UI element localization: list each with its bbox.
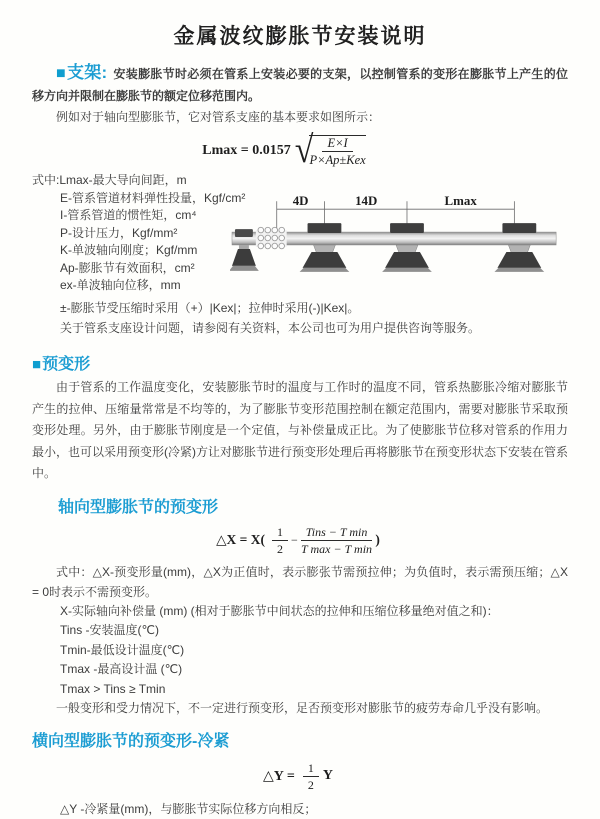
definitions-and-diagram [32,172,568,298]
formula-delta-x [32,525,568,556]
service-note: 关于管系支座设计问题，请参阅有关资料，本公司也可为用户提供咨询等服务。 [60,321,481,335]
guide-support-icon [300,223,350,272]
predeform-section-heading [32,351,568,374]
dimension-label-lmax: Lmax [444,193,477,209]
lateral-note: △Y -冷紧量(mm)，与膨胀节实际位移方向相反； [60,801,317,816]
section-square-icon: ■ [56,65,66,82]
sqrt-radical-icon: √ [294,129,314,172]
fraction-numerator: 1 [303,761,319,777]
axial-item: Tmin-最低设计温度(℃) [60,642,185,657]
fraction-denominator: 2 [276,541,283,556]
axial-item: Tmax > Tins ≥ Tmin [60,681,166,696]
dimension-label-14d: 14D [355,193,378,209]
definition-line: K-单波轴向刚度；Kgf/mm [60,243,198,257]
one-half-fraction [272,525,288,556]
axial-item: Tmax -最高设计温 (℃) [60,662,183,676]
pipe-support-spacing-diagram [230,192,578,292]
minus-sign: − [290,532,298,547]
definition-line: Ap-膨胀节有效面积，cm² [60,260,195,275]
bellows-icon [256,227,287,248]
definition-line: ex-单波轴向位移，mm [60,278,181,292]
formula-delta-x-lhs: △X = X( [216,532,265,547]
section-square-icon: ■ [32,356,42,373]
definition-line: I-管系管道的惯性矩，cm⁴ [60,208,197,222]
formula-delta-y-rhs: Y [322,768,333,783]
axial-item: X-实际轴向补偿量 (mm) (相对于膨胀节中间状态的拉伸和压缩位移量绝对值之和)： [60,603,499,618]
fraction-numerator: Tins − T min [301,525,373,541]
definition-line: 式中:Lmax-最大导向间距，m [32,173,187,187]
guide-support-icon [382,223,432,272]
definition-line: P-设计压力，Kgf/mm² [60,225,178,240]
temperature-fraction [301,525,373,556]
formula-lmax-numerator: E×I [322,136,352,152]
formula-delta-y-lhs: △Y = [263,768,295,784]
predeform-heading-text: 预变形 [42,356,91,373]
dimension-label-4d: 4D [292,193,309,209]
support-section-heading: 支架: [66,63,108,82]
guide-support-icon [494,223,544,272]
lateral-subheading: 横向型膨胀节的预变形-冷紧 [32,732,230,750]
formula-lmax-denominator: P×Ap±Kex [309,153,366,167]
axial-explain-paragraph: 式中：△X-预变形量(mm)，△X为正值时，表示膨张节需预拉伸；为负值时，表示需预压缩；△X = 0时表示不需预变形。 [32,564,568,599]
predeform-body-paragraph: 由于管系的工作温度变化，安装膨胀节时的温度与工作时的温度不同，管系热膨胀冷缩对膨胀节产生的拉伸、压缩量常常是不均等的，为了膨胀节变形范围控制在额定范围内，需要对膨胀节采取预变形处理。另外，由于膨胀节刚度是一个定值，与补偿量成正比。为了使膨胀节位移对管系的作用力最小，也可以采用预变形(冷紧)方让对膨胀节进行预变形处理后再将膨胀节在预变形状态下安装在管系中。 [32,380,568,480]
formula-delta-x-close: ) [375,532,380,547]
definition-line: E-管系管道材料弹性投量，Kgf/cm² [60,190,246,205]
support-intro-paragraph [32,62,568,107]
support-example-line: 例如对于轴向型膨胀节，它对管系支座的基本要求如图所示： [56,110,381,124]
fraction-denominator: T max − T min [301,541,373,556]
formula-delta-y [32,761,568,792]
plus-minus-note: ±-膨胀节受压缩时采用（+）|Kex|；拉伸时采用(-)|Kex|。 [60,301,360,315]
one-half-fraction [303,761,319,792]
support-intro-text: 安装膨胀节时必须在管系上安装必要的支架，以控制管系的变形在膨胀节上产生的位移方向并限制在膨胀节的额定位移范围内。 [32,67,568,103]
axial-item: Tins -安装温度(℃) [60,623,160,637]
page-title: 金属波纹膨胀节安装说明 [173,25,427,48]
axial-subheading: 轴向型膨胀节的预变形 [58,498,219,516]
axial-note: 一般变形和受力情况下，不一定进行预变形，足否预变形对膨胀节的疲劳寿命几乎没有影响。 [56,701,549,715]
fraction-numerator: 1 [272,525,288,541]
formula-lmax-lhs: Lmax = 0.0157 [202,143,291,158]
formula-lmax [16,129,552,172]
formula-lmax-fraction [309,135,365,167]
fraction-denominator: 2 [307,777,314,792]
